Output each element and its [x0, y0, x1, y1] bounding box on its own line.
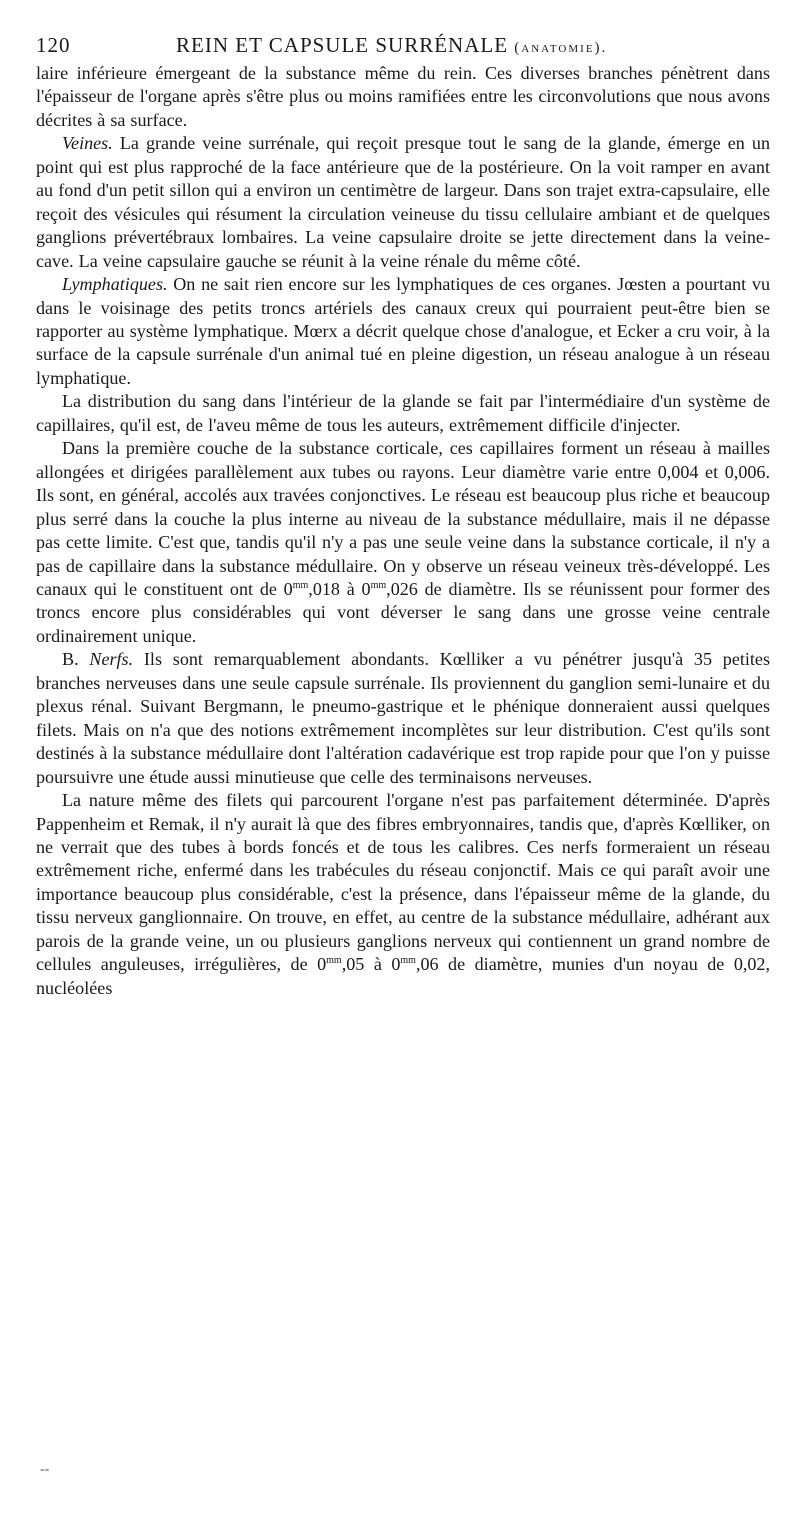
section-label: B.	[62, 649, 79, 670]
paragraph-arteries-end: laire inférieure émergeant de la substance même du rein. Ces diverses branches pénètrent dans l'épaisseur de l'organe après s'être plus ou moins ramifiées entre les circonvolutions que nous avons décrites à sa surface.	[36, 63, 770, 130]
unit-mm: mm	[400, 955, 416, 967]
page-number: 120	[36, 33, 71, 57]
text-run: ,026 de diamètre. Ils se réunissent pour former des troncs encore plus considérables qui vont déverser le sang dans une grosse veine centrale ordinairement unique.	[36, 578, 770, 646]
paragraph-substance-corticale	[36, 437, 770, 648]
paragraph-lymphatiques-heading: Lymphatiques.	[62, 274, 168, 295]
footer-mark: --	[40, 1462, 50, 1477]
paragraph-veines-text: La grande veine surrénale, qui reçoit presque tout le sang de la glande, émerge en un point qui est plus rapproché de la face antérieure que de la postérieure. On la voit ramper en avant au fond d'un petit sillon qui a environ un centimètre de largeur. Dans son trajet extra-capsulaire, elle reçoit des vésicules qui résument la circulation veineuse du tissu cellulaire ambiant et de quelques ganglions prévertébraux lombaires. La veine capsulaire droite se jette directement dans la veine-cave. La veine capsulaire gauche se réunit à la veine rénale du même côté.	[36, 133, 770, 271]
running-title-section: (anatomie).	[514, 40, 608, 56]
paragraph-capillaires: La distribution du sang dans l'intérieur de la glande se fait par l'intermédiaire d'un système de capillaires, qu'il est, de l'aveu même de tous les auteurs, extrêmement difficile d'injecter.	[36, 391, 770, 435]
paragraph-lymphatiques	[36, 273, 770, 390]
text-run: ,06 de diamètre, munies d'un noyau de 0,02, nucléolées	[36, 954, 771, 998]
paragraph-veines-heading: Veines.	[62, 133, 113, 154]
paragraph-nerfs-heading: Nerfs.	[89, 649, 134, 670]
running-title	[176, 30, 607, 63]
running-title-main: REIN ET CAPSULE SURRÉNALE	[176, 33, 509, 57]
text-run: ,018 à 0	[308, 578, 371, 599]
paragraph-lymphatiques-text: On ne sait rien encore sur les lymphatiques de ces organes. Jœsten a pourtant vu dans le voisinage des petits troncs artériels des canaux creux qui pourraient peut-être bien se rapporter au système lymphatique. Mœrx a décrit quelque chose d'analogue, et Ecker a cru voir, à la surface de la capsule surrénale d'un animal tué en pleine digestion, un réseau analogue à un réseau lymphatique.	[36, 274, 770, 388]
unit-mm: mm	[292, 579, 309, 591]
paragraph-veines	[36, 132, 770, 273]
paragraph-nerfs	[36, 648, 770, 789]
page	[36, 30, 770, 1000]
text-run: Dans la première couche de la substance corticale, ces capillaires forment un réseau à mailles allongées et dirigées parallèlement aux tubes ou rayons. Leur diamètre varie entre 0,004 et 0,006. Ils sont, en général, accolés aux travées conjonctives. Le réseau est beaucoup plus riche et beaucoup plus serré dans la couche la plus interne au niveau de la substance médullaire, mais il ne dépasse pas cette limite. C'est que, tandis qu'il n'y a pas une seule veine dans la substance corticale, il n'y a pas de capillaire dans la substance médullaire. On y observe un réseau veineux très-développé. Les canaux qui le constituent ont de 0	[36, 438, 770, 599]
text-run: La nature même des filets qui parcourent l'organe n'est pas parfaitement déterminée. D'après Pappenheim et Remak, il n'y aurait là que des fibres embryonnaires, tandis que, d'après Kœlliker, on ne verrait que des tubes à bords foncés et de tous les calibres. Ces nerfs formeraient un réseau extrêmement riche, enfermé dans les trabécules du réseau conjonctif. Mais ce qui paraît avoir une importance beaucoup plus considérable, c'est la présence, dans l'épaisseur même de la glande, du tissu nerveux ganglionnaire. On trouve, en effet, au centre de la substance médullaire, adhérant aux parois de la grande veine, un ou plusieurs ganglions nerveux qui contiennent un grand nombre de cellules anguleuses, irrégulières, de 0	[36, 790, 770, 975]
unit-mm: mm	[326, 955, 342, 967]
text-run: ,05 à 0	[341, 954, 401, 975]
paragraph-nerfs-text: Ils sont remarquablement abondants. Kœlliker a vu pénétrer jusqu'à 35 petites branches nerveuses dans une seule capsule surrénale. Ils proviennent du ganglion semi-lunaire et du plexus rénal. Suivant Bergmann, le pneumo-gastrique et le phénique donneraient aussi quelques filets. Mais on n'a que des notions extrêmement incomplètes sur leur distribution. C'est qu'ils sont destinés à la substance médullaire dont l'altération cadavérique est trop rapide pour que l'on y puisse poursuivre une étude aussi minutieuse que celle des terminaisons nerveuses.	[36, 649, 771, 787]
page-header	[36, 30, 770, 60]
unit-mm: mm	[370, 579, 387, 591]
body-text	[36, 62, 770, 1000]
paragraph-nature-filets	[36, 789, 770, 1000]
